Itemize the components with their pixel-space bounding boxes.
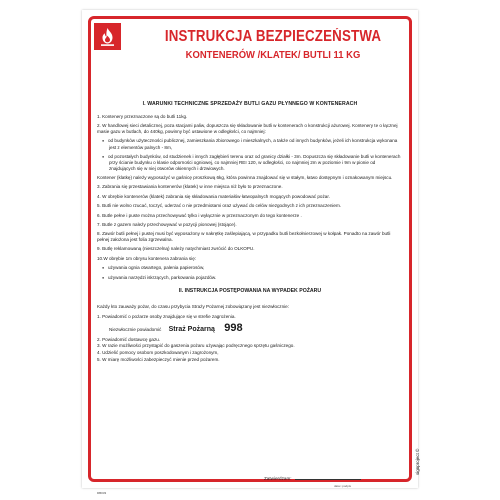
- fire-icon: [94, 23, 121, 50]
- approval-field: [264, 476, 361, 481]
- rule-10: 10.W obrębie 1m obrysu kontenera zabrania się:: [97, 255, 197, 261]
- rule-5: 5. Butli nie wolno rzucać, toczyć, uderzać o nie przedmiotami oraz używać do celów niezgodnych z ich przeznaczeniem.: [97, 203, 342, 209]
- product-code: DB033: [97, 491, 107, 495]
- rule-7: 7. Butle z gazem należy przechowywać w pozycji pionowej (stojące).: [97, 221, 237, 227]
- signature-line: [295, 479, 361, 480]
- approval-label: Zatwierdzam:: [264, 476, 292, 481]
- section-1-heading: I. WARUNKI TECHNICZNE SPRZEDAŻY BUTLI GAZU PŁYNNEGO W KONTENERACH: [142, 101, 358, 107]
- fire-step-4: 4. Udzielić pomocy osobom poszkodowanym i zagrożonym,: [97, 350, 219, 356]
- rule-8: 8. Zawór butli pełnej i pustej musi być wyposażony w nakrętkę zaślepiającą, w przypadku butli bezkołnierzowej w kołpak. Ponadto na zawór butli pełnej założona jest folia zgrzewalna.: [97, 231, 391, 243]
- fire-step-1: 1. Powiadomić o pożarze osoby znajdujące się w strefie zagrożenia.: [97, 314, 236, 320]
- rule-2: 2. W handlowej sieci detalicznej, poza stacjami paliw, dopuszcza się składowanie butli w kontenerach o konstrukcji ażurowej. Kontenery te o łącznej masie gazu w butlach, do 440kg, powinny być ustawione w odległości, co najmniej:: [97, 123, 398, 134]
- rule-4: 4. W obrębie kontenerów (klatek) zabrania się składowania materiałów łatwopalnych mogących powodować pożar.: [97, 193, 330, 199]
- rule-3: 3. Zabrania się przestawiania kontenerów (klatek) w inne miejsca niż było to przeznaczone.: [97, 184, 283, 190]
- instruction-sheet: [82, 10, 420, 495]
- fire-step-3: 3. W razie możliwości przystąpić do gaszenia pożaru używając podręcznego sprzętu gaśniczego.: [97, 343, 295, 349]
- rule-10-bullet-2: ● używania narzędzi iskrzących, parkowania pojazdów.: [109, 275, 403, 282]
- rule-2-bullet-2: ● od pozostałych budynków, od studzienek i innych zagłębień terenu oraz od granicy działki - 3m. Dopuszcza się składowanie butli w kontenerach przy ścianie budynku o klasie odporności ogniowej, co najmniej REI 120, w odległości, co najmniej 2m w poziomie i 9m w pionie od znajdujących się w niej otworów okiennych i drzwiowych.: [109, 154, 403, 172]
- rule-1: 1. Kontenery przeznaczone są do butli 11kg.: [97, 113, 188, 119]
- emergency-call: [109, 321, 403, 334]
- fire-procedure-intro: Każdy kto zauważy pożar, do czasu przybycia Straży Pożarnej zobowiązany jest niezwłocznie:: [97, 304, 290, 310]
- signature-caption: data i podpis: [334, 484, 352, 488]
- fire-step-5: 5. W miarę możliwości zabezpieczyć mienie przed pożarem.: [97, 357, 220, 363]
- page-title: INSTRUKCJA BEZPIECZEŃSTWA: [164, 28, 382, 45]
- fire-brigade-label: Straż Pożarną: [168, 325, 215, 333]
- section-2-heading: II. INSTRUKCJA POSTĘPOWANIA NA WYPADEK POŻARU: [178, 288, 322, 295]
- instruction-content: [97, 102, 403, 364]
- rule-9: 9. Butlę reklamowaną (nieszczelną) należy natychmiast zwrócić do OLKOPU.: [97, 246, 255, 252]
- fire-step-2: 2. Powiadomić dostawcę gazu.: [97, 336, 161, 342]
- extinguisher-note: Kontener (klatkę) należy wyposażyć w gaśnicę proszkową 6kg, która powinna znajdować się w stałym, łatwo dostępnym i oznakowanym miejscu.: [97, 174, 393, 180]
- emergency-phone: 998: [224, 321, 243, 334]
- notify-label: Niezwłocznie powiadomić: [109, 326, 162, 332]
- vertical-brand: signproject ©: [415, 448, 420, 475]
- page-subtitle: KONTENERÓW /KLATEK/ BUTLI 11 KG: [185, 49, 361, 61]
- rule-2-bullet-1: ● od budynków użyteczności publicznej, zamieszkania zbiorowego i mieszkalnych, a także od innych budynków, jeżeli ich konstrukcja wykonana jest z elementów palnych - 8m,: [109, 138, 403, 151]
- rule-6: 6. Butle pełne i puste można przechowywać tylko i wyłącznie w przeznaczonym do tego kontenerze .: [97, 212, 302, 218]
- rule-10-bullet-1: ● używania ognia otwartego, palenia papierosów,: [109, 265, 403, 272]
